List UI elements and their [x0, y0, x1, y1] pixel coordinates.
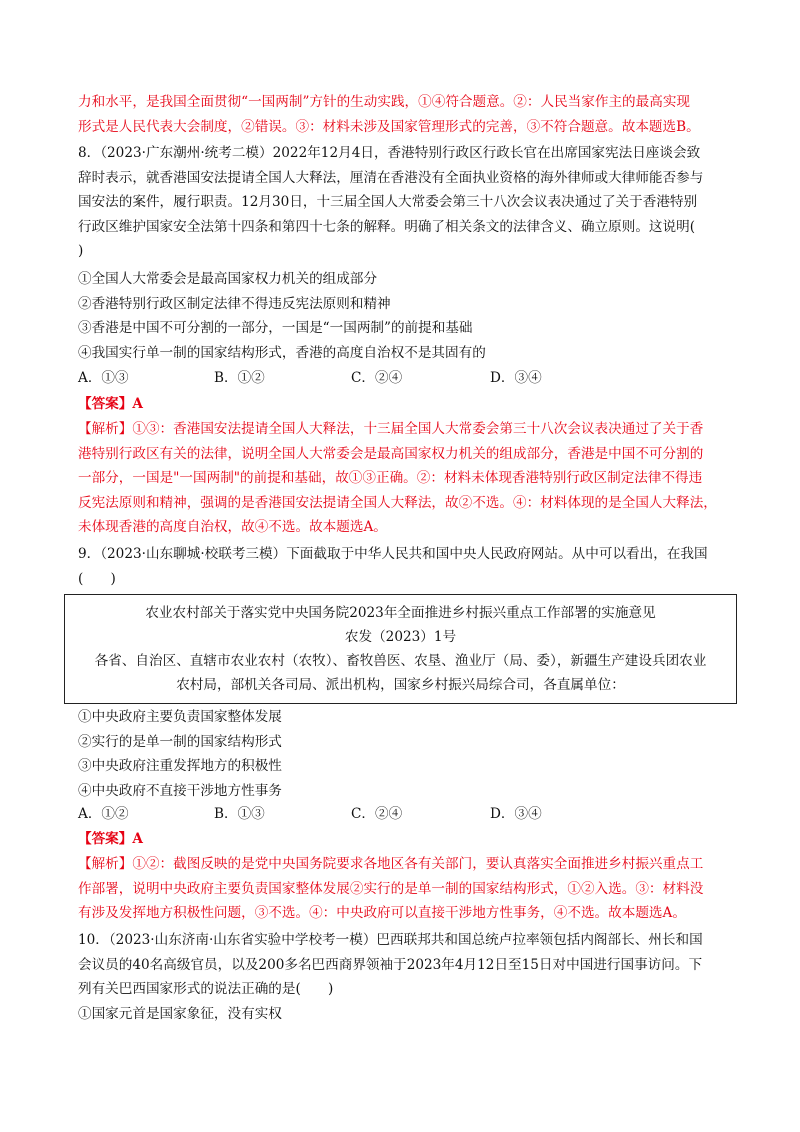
text-line: 【解析】①③：香港国安法提请全国人大释法，十三届全国人大常委会第三十八次会议表决通过了关于香 — [78, 421, 704, 437]
question-9-document-box — [64, 594, 737, 704]
option-a: A．①③ — [78, 370, 129, 386]
statement-item: ①中央政府主要负责国家整体发展 — [78, 709, 282, 725]
option-b: B．①③ — [214, 806, 265, 822]
question-8-analysis — [78, 417, 723, 540]
statement-item: ②实行的是单一制的国家结构形式 — [78, 733, 282, 750]
question-9-stem — [78, 542, 723, 591]
text-line: ) — [78, 243, 84, 260]
question-8-answer — [78, 392, 723, 417]
text-line: 未体现香港的高度自治权，故④不选。故本题选A。 — [78, 519, 387, 536]
text-line: 反宪法原则和精神，强调的是香港国安法提请全国人大释法，故②不选。④：材料体现的是全国人大释法， — [78, 494, 717, 511]
text-line: 【解析】①②：截图反映的是党中央国务院要求各地区各有关部门，要认真落实全面推进乡村振兴重点工 — [78, 856, 704, 872]
previous-analysis-fragment — [78, 90, 723, 139]
document-title: 农业农村部关于落实党中央国务院2023年全面推进乡村振兴重点工作部署的实施意见 — [145, 605, 656, 621]
text-line: 会议员的40名高级官员，以及200多名巴西商界领袖于2023年4月12日至15日对中国进行国事访问。下 — [78, 956, 703, 973]
text-line: 列有关巴西国家形式的说法正确的是( ) — [78, 981, 334, 998]
option-b: B．①② — [214, 370, 265, 386]
document-recipients: 各省、自治区、直辖市农业农村（农牧）、畜牧兽医、农垦、渔业厅（局、委），新疆生产建设兵团农业 — [94, 653, 707, 669]
option-a: A．①② — [78, 806, 129, 822]
question-8-options — [78, 366, 723, 390]
text-line: 行政区维护国家安全法第十四条和第四十七条的解释。明确了相关条文的法律含义、确立原则。这说明( — [78, 218, 696, 235]
question-9-statements — [78, 705, 723, 803]
text-line: 形式是人民代表大会制度，②错误。③：材料未涉及国家管理形式的完善，③不符合题意。故本题选B。 — [78, 118, 700, 135]
text-line: 9．（2023·山东聊城·校联考三模）下面截取于中华人民共和国中央人民政府网站。从中可以看出，在我国 — [78, 546, 708, 562]
text-line: 一部分，一国是"一国两制"的前提和基础，故①③正确。②：材料未体现香港特别行政区制定法律不得违 — [78, 470, 703, 487]
statement-item: ①国家元首是国家象征，没有实权 — [78, 1006, 282, 1022]
option-d: D．③④ — [490, 806, 542, 822]
document-number: 农发（2023）1号 — [344, 629, 457, 645]
text-line: 力和水平，是我国全面贯彻“一国两制”方针的生动实践，①④符合题意。②：人民当家作主的最高实现 — [78, 94, 691, 110]
text-line: 有涉及发挥地方积极性问题，③不选。④：中央政府可以直接干涉地方性事务，④不选。故本题选A。 — [78, 905, 686, 922]
question-10-stem — [78, 928, 723, 1002]
statement-item: ④我国实行单一制的国家结构形式，香港的高度自治权不是其固有的 — [78, 344, 486, 361]
answer-label: 【答案】A — [78, 396, 143, 412]
statement-item: ③香港是中国不可分割的一部分，一国是“一国两制”的前提和基础 — [78, 320, 473, 337]
document-recipients: 农村局，部机关各司局、派出机构，国家乡村振兴局综合司，各直属单位： — [176, 677, 625, 693]
question-8-stem — [78, 141, 723, 264]
option-c: C．②④ — [351, 806, 403, 822]
question-10-statements — [78, 1002, 723, 1027]
text-line: ( ) — [78, 570, 116, 587]
question-8-statements — [78, 267, 723, 365]
statement-item: ③中央政府注重发挥地方的积极性 — [78, 758, 282, 775]
statement-item: ④中央政府不直接干涉地方性事务 — [78, 782, 282, 799]
text-line: 港特别行政区有关的法律，说明全国人大常委会是最高国家权力机关的组成部分，香港是中国不可分割的 — [78, 445, 704, 462]
text-line: 辞时表示，就香港国安法提请全国人大释法，厘清在香港没有全面执业资格的海外律师或大律师能否参与 — [78, 169, 704, 186]
question-9-analysis — [78, 852, 723, 926]
question-9-options — [78, 802, 723, 826]
statement-item: ①全国人大常委会是最高国家权力机关的组成部分 — [78, 271, 378, 287]
text-line: 国安法的案件，履行职责。12月30日，十三届全国人大常委会第三十八次会议表决通过了关于香港特别 — [78, 194, 698, 211]
option-c: C．②④ — [351, 370, 403, 386]
option-d: D．③④ — [490, 370, 542, 386]
question-9-answer — [78, 827, 723, 852]
answer-label: 【答案】A — [78, 831, 143, 847]
statement-item: ②香港特别行政区制定法律不得违反宪法原则和精神 — [78, 295, 391, 312]
text-line: 8．（2023·广东潮州·统考二模）2022年12月4日，香港特别行政区行政长官在出席国家宪法日座谈会致 — [78, 145, 701, 161]
text-line: 作部署，说明中央政府主要负责国家整体发展②实行的是单一制的国家结构形式，①②入选。③：材料没 — [78, 880, 704, 897]
text-line: 10．（2023·山东济南·山东省实验中学校考一模）巴西联邦共和国总统卢拉率领包括内阁部长、州长和国 — [78, 932, 703, 948]
